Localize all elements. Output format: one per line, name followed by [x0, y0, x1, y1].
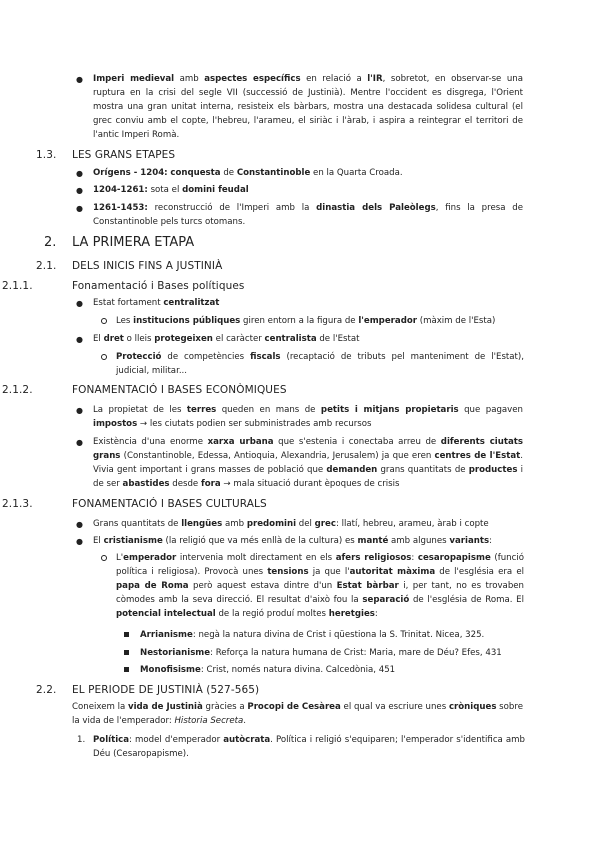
circle-bullet-icon	[101, 354, 107, 360]
section-heading: Fonamentació i Bases polítiques	[72, 280, 245, 292]
paragraph: Coneixem la vida de Justinià gràcies a Procopi de Cesàrea el qual va escriure unes cròniques sobre la vida de l'emperador: Historia Secreta.	[72, 702, 524, 726]
list-item: 1261-1453: reconstrucció de l'Imperi amb la dinastia dels Paleòlegs, fins la presa de Constantinoble pels turcs otomans.	[93, 203, 524, 227]
square-bullet-icon	[124, 632, 129, 637]
section-number: 2.1.2.	[2, 384, 33, 396]
list-item: Protecció de competències fiscals (recaptació de tributs pel manteniment de l'Estat), judicial, militar...	[116, 352, 525, 376]
section-number: 1.3.	[36, 149, 57, 161]
bullet-icon: ●	[76, 406, 83, 415]
bullet-icon: ●	[76, 335, 83, 344]
section-number: 2.2.	[36, 684, 57, 696]
list-item: Estat fortament centralitzat	[93, 298, 220, 308]
circle-bullet-icon	[101, 318, 107, 324]
list-item: Arrianisme: negà la natura divina de Crist i qüestiona la S. Trinitat. Nicea, 325.	[140, 630, 485, 640]
section-heading: DELS INICIS FINS A JUSTINIÀ	[72, 260, 223, 272]
section-number: 2.	[44, 235, 57, 250]
section-heading: LES GRANS ETAPES	[72, 149, 176, 161]
bullet-icon: ●	[76, 520, 83, 529]
section-heading: FONAMENTACIÓ I BASES ECONÒMIQUES	[72, 384, 287, 396]
list-item: El dret o lleis protegeixen el caràcter centralista de l'Estat	[93, 334, 360, 344]
circle-bullet-icon	[101, 555, 107, 561]
section-number: 2.1.	[36, 260, 57, 272]
bullet-icon: ●	[76, 186, 83, 195]
list-number: 1.	[77, 735, 86, 745]
list-item: Nestorianisme: Reforça la natura humana de Crist: Maria, mare de Déu? Efes, 431	[140, 648, 502, 658]
bullet-icon: ●	[76, 75, 83, 84]
intro-paragraph: Imperi medieval amb aspectes específics en relació a l'IR, sobretot, en observar-se una ruptura en la crisi del segle VII (successió de Justinià). Mentre l'occident es disgrega, l'Orient mostra una gran unitat interna, resisteix els bàrbars, mostra una destacada solidesa cultural (el grec conviu amb el copte, l'hebreu, l'arameu, el siriàc i l'àrab, i aspira a reintegrar el territori de l'antic Imperi Romà.	[93, 74, 523, 140]
list-item: Existència d'una enorme xarxa urbana que s'estenia i conectaba arreu de diferents ciutats grans (Constantinoble, Edessa, Antioquia, Alexandria, Jerusalem) ja que eren centres de l'Estat. Vivia gent important i grans masses de població que demanden grans quantitats de productes i de ser abastides desde fora → mala situació durant èpoques de crisis	[93, 437, 524, 489]
list-item: Orígens - 1204: conquesta de Constantinoble en la Quarta Croada.	[93, 168, 403, 178]
section-number: 2.1.1.	[2, 280, 33, 292]
section-number: 2.1.3.	[2, 498, 33, 510]
bullet-icon: ●	[76, 537, 83, 546]
bullet-icon: ●	[76, 299, 83, 308]
list-item: Grans quantitats de llengües amb predomini del grec: llatí, hebreu, arameu, àrab i copte	[93, 519, 489, 529]
bullet-icon: ●	[76, 204, 83, 213]
section-heading: LA PRIMERA ETAPA	[72, 235, 195, 250]
list-item: 1204-1261: sota el domini feudal	[93, 185, 249, 195]
bullet-icon: ●	[76, 438, 83, 447]
square-bullet-icon	[124, 650, 129, 655]
list-item: L'emperador intervenia molt directament en els afers religiosos: cesaropapisme (funció política i religiosa). Provocà unes tensions ja que l'autoritat màxima de l'església era el papa de Roma però aquest estava dintre d'un Estat bàrbar i, per tant, no es trovaben còmodes amb la seva direcció. El resultat d'això fou la separació de l'església de Roma. El potencial intelectual de la regió produí moltes heretgies:	[116, 553, 525, 619]
bullet-icon: ●	[76, 169, 83, 178]
list-item: El cristianisme (la religió que va més enllà de la cultura) es manté amb algunes variants:	[93, 536, 492, 546]
list-item: Política: model d'emperador autòcrata. Política i religió s'equiparen; l'emperador s'identifica amb Déu (Cesaropapisme).	[93, 735, 525, 759]
section-heading: EL PERIODE DE JUSTINIÀ (527-565)	[72, 684, 260, 696]
list-item: Monofisisme: Crist, només natura divina. Calcedònia, 451	[140, 665, 396, 675]
list-item: Les institucions públiques giren entorn a la figura de l'emperador (màxim de l'Esta)	[116, 316, 496, 326]
square-bullet-icon	[124, 667, 129, 672]
list-item: La propietat de les terres queden en mans de petits i mitjans propietaris que pagaven impostos → les ciutats podien ser subministrades amb recursos	[93, 405, 523, 429]
section-heading: FONAMENTACIÓ I BASES CULTURALS	[72, 498, 267, 510]
